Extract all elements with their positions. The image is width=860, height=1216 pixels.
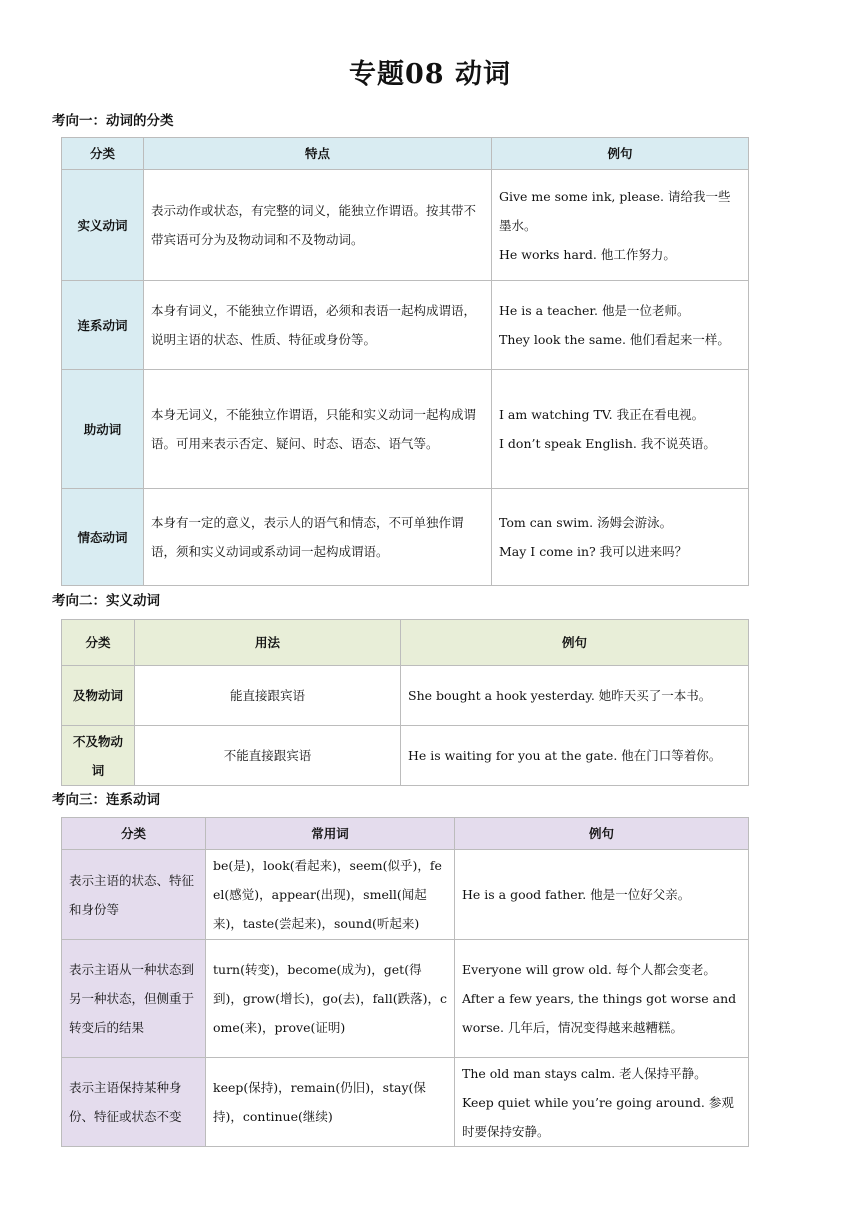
table-row <box>62 281 749 370</box>
page-title: 专题08 动词 <box>349 59 511 90</box>
row-category: 不及物动词 <box>62 726 135 786</box>
row-words: keep(保持)，remain(仍旧)，stay(保持)，continue(继续) <box>206 1058 455 1147</box>
row-examples <box>492 281 749 370</box>
row-example: He is waiting for you at the gate. 他在门口等着你。 <box>401 726 749 786</box>
row-description: 表示动作或状态，有完整的词义，能独立作谓语。按其带不带宾语可分为及物动词和不及物动词。 <box>144 170 492 281</box>
example-sentence: The old man stays calm. 老人保持平静。 <box>462 1065 707 1081</box>
section-heading-2: 考向二：实义动词 <box>52 593 160 609</box>
table-header-row <box>62 138 749 170</box>
example-sentence: Keep quiet while you’re going around. 参观时要保持安静。 <box>462 1094 734 1139</box>
example-sentence: He works hard. 他工作努力。 <box>499 246 676 262</box>
verb-classification-table <box>61 137 749 586</box>
section-heading-1: 考向一：动词的分类 <box>52 113 174 129</box>
header-example: 例句 <box>455 818 749 850</box>
row-examples <box>492 370 749 489</box>
example-sentence: Give me some ink, please. 请给我一些墨水。 <box>499 188 731 233</box>
row-description: 本身有词义，不能独立作谓语，必须和表语一起构成谓语，说明主语的状态、性质、特征或身份等。 <box>144 281 492 370</box>
table-row <box>62 850 749 940</box>
example-sentence: Tom can swim. 汤姆会游泳。 <box>499 515 673 530</box>
header-example: 例句 <box>492 138 749 170</box>
table-header-row <box>62 620 749 666</box>
row-examples <box>455 940 749 1058</box>
example-sentence: They look the same. 他们看起来一样。 <box>499 332 730 347</box>
table-header-row <box>62 818 749 850</box>
header-common-words: 常用词 <box>206 818 455 850</box>
row-category: 实义动词 <box>62 170 144 281</box>
header-feature: 特点 <box>144 138 492 170</box>
table-row <box>62 940 749 1058</box>
row-category: 连系动词 <box>62 281 144 370</box>
example-sentence: He is a teacher. 他是一位老师。 <box>499 303 690 318</box>
row-usage: 不能直接跟宾语 <box>135 726 401 786</box>
example-sentence: Everyone will grow old. 每个人都会变老。 <box>462 962 716 977</box>
row-category: 表示主语从一种状态到另一种状态，但侧重于转变后的结果 <box>62 940 206 1058</box>
section-heading-3: 考向三：连系动词 <box>52 792 160 808</box>
row-description: 本身无词义，不能独立作谓语，只能和实义动词一起构成谓语。可用来表示否定、疑问、时态、语态、语气等。 <box>144 370 492 489</box>
row-example: She bought a hook yesterday. 她昨天买了一本书。 <box>401 666 749 726</box>
header-usage: 用法 <box>135 620 401 666</box>
notional-verb-table <box>61 619 749 786</box>
linking-verb-table <box>61 817 749 1147</box>
example-sentence: After a few years, the things got worse and worse. 几年后，情况变得越来越糟糕。 <box>462 991 737 1035</box>
table-row <box>62 489 749 586</box>
header-category: 分类 <box>62 818 206 850</box>
row-examples <box>492 489 749 586</box>
table-row <box>62 666 749 726</box>
table-row <box>62 726 749 786</box>
row-words: be(是)，look(看起来)，seem(似乎)，feel(感觉)，appear(出现)，smell(闻起来)，taste(尝起来)，sound(听起来) <box>206 850 455 940</box>
example-sentence: He is a good father. 他是一位好父亲。 <box>462 887 691 902</box>
table-row <box>62 370 749 489</box>
table-row <box>62 1058 749 1147</box>
example-sentence: I am watching TV. 我正在看电视。 <box>499 407 705 422</box>
row-category: 及物动词 <box>62 666 135 726</box>
header-category: 分类 <box>62 138 144 170</box>
row-category: 助动词 <box>62 370 144 489</box>
row-examples <box>455 1058 749 1147</box>
table-row <box>62 170 749 281</box>
row-words: turn(转变)，become(成为)，get(得到)，grow(增长)，go(去)，fall(跌落)，come(来)，prove(证明) <box>206 940 455 1058</box>
example-sentence: I don’t speak English. 我不说英语。 <box>499 436 716 451</box>
row-category: 表示主语的状态、特征和身份等 <box>62 850 206 940</box>
example-sentence: May I come in? 我可以进来吗？ <box>499 544 688 559</box>
row-usage: 能直接跟宾语 <box>135 666 401 726</box>
row-category: 表示主语保持某种身份、特征或状态不变 <box>62 1058 206 1147</box>
row-category: 情态动词 <box>62 489 144 586</box>
row-examples <box>455 850 749 940</box>
header-category: 分类 <box>62 620 135 666</box>
row-description: 本身有一定的意义，表示人的语气和情态，不可单独作谓语，须和实义动词或系动词一起构成谓语。 <box>144 489 492 586</box>
header-example: 例句 <box>401 620 749 666</box>
row-examples <box>492 170 749 281</box>
